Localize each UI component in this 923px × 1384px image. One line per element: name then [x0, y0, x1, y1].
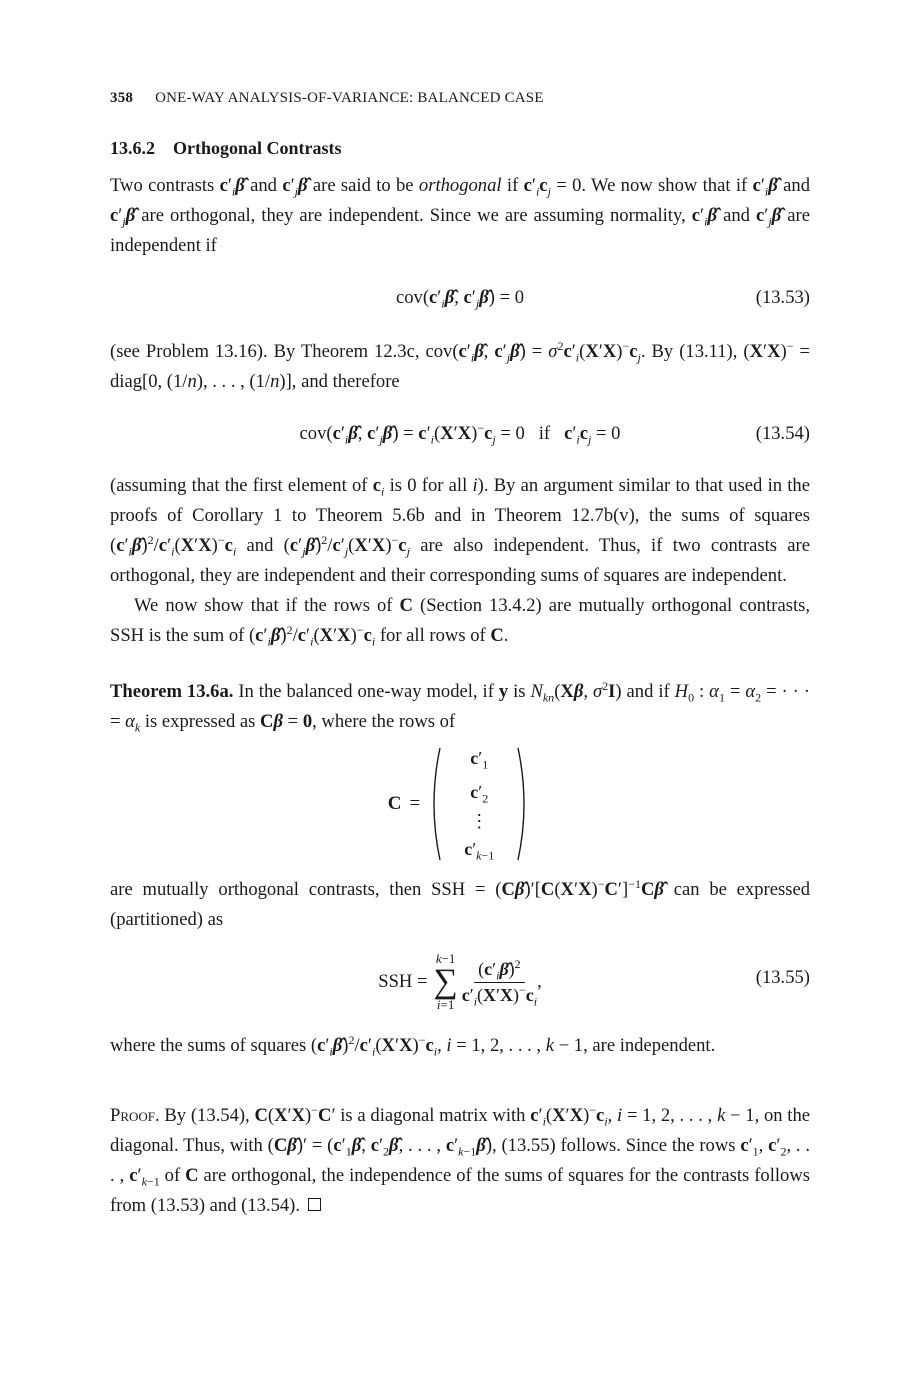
paragraph-2: (see Problem 13.16). By Theorem 12.3c, $cov(c'_i\betâ$, $c'_j\betâ) = \sigma^2c'_i(X'X)^-c_j$. By (13.11), (X′X)− = diag[0, (1/n), . . . , (1/n)], and therefore: [110, 338, 811, 392]
paragraph-4: We now show that if the rows of C (Section 13.4.2) are mutually orthogonal contrasts, SSH is the sum of $(c'_i\betâ)^2/c'_i(X'X)^-c_i$ for all rows of C.: [110, 595, 810, 649]
equation-13-54: $cov(c'_i\betâ$, $c'_j\betâ) = c'_i(X'X)^-c_j = 0$ if $c'_ic_j = 0$ (13.54): [110, 419, 810, 449]
proof-label: Proof.: [110, 1105, 160, 1126]
running-title: ONE-WAY ANALYSIS-OF-VARIANCE: BALANCED CASE: [155, 90, 544, 106]
page-body: [110, 138, 810, 1221]
page-number: 358: [110, 90, 134, 106]
equation-13-55: SSH = k−1 ∑ i=1 $\frac{(c'_i\betâ)^2}{c'_i(X'X)^-c_i}$ , (13.55): [378, 951, 810, 1012]
section-title: 13.6.2 Orthogonal Contrasts: [110, 138, 342, 158]
theorem-conclusion: where the sums of squares $(c'_i\betâ)^2/c'_i(X'X)^-c_i$, i = 1, 2, . . . , k − 1, are independent.: [110, 1032, 716, 1059]
proof: Proof. By (13.54), C(X′X)−C′ is a diagonal matrix with $c'_i(X'X)^-c_i$, i = 1, 2, . . . , k − 1, on the diagonal. Thus, with (Cβ̂)′ = ($c'_1\betâ$, $c'_2\betâ$, . . . , $c'_{k-1}\betâ$), (13.55) follows. Since the rows $c'_1$, $c'_2$, . . . , $c'_{k-1}$ of C are orthogonal, the independence of the sums of squares for the contrasts follows from (13.53) and (13.54).: [110, 1102, 811, 1216]
theorem-label: Theorem 13.6a.: [110, 681, 234, 702]
paragraph-3: (assuming that the first element of $c_i$ is 0 for all i). By an argument similar to that used in the proofs of Corollary 1 to Theorem 5.6b and in Theorem 12.7b(v), the sums of squares $(c'_i\betâ)^2/c'_i(X'X)^-c_i$ and $(c'_j\betâ)^2/c'_j(X'X)^-c_j$ are also independent. Thus, if two contrasts are orthogonal, they are independent and their corresponding sums of squares are independent.: [110, 475, 810, 586]
equation-label: (13.55): [755, 967, 810, 988]
qed-box-icon: [308, 1198, 321, 1211]
running-header: [110, 90, 810, 107]
left-paren: [426, 746, 442, 862]
theorem-statement: Theorem 13.6a. In the balanced one-way model, if y is $N_{kn}(X\beta$, $\sigma^2I$) and if $H_0$ : $\alpha_1 = \alpha_2$ = · · · = $\alpha_k$ is expressed as Cβ = 0, where the rows of: [110, 678, 810, 735]
equation-13-53: $cov(c'_i\betâ$, $c'_j\betâ) = 0$ (13.53): [110, 283, 810, 313]
paragraph-1: Two contrasts $c'_i\betâ$ and $c'_j\betâ$ are said to be orthogonal if $c'_ic_j = 0$. We now show that if $c'_i\betâ$ and $c'_j\betâ$ are orthogonal, they are independent. Since we are assuming normality, $c'_i\betâ$ and $c'_j\betâ$ are independent if: [110, 175, 810, 256]
theorem-continuation: are mutually orthogonal contrasts, then SSH = $(C\betâ)'[C(X'X)^-C']^{-1}C\betâ$ can be expressed (partitioned) as: [110, 876, 810, 930]
contrast-matrix: C = $c'_1$ $c'_2$ ⋮ $c'_{k-1}$: [110, 743, 810, 865]
equation-label: (13.54): [755, 423, 810, 444]
equation-label: (13.53): [755, 287, 810, 308]
right-paren: [516, 746, 532, 862]
